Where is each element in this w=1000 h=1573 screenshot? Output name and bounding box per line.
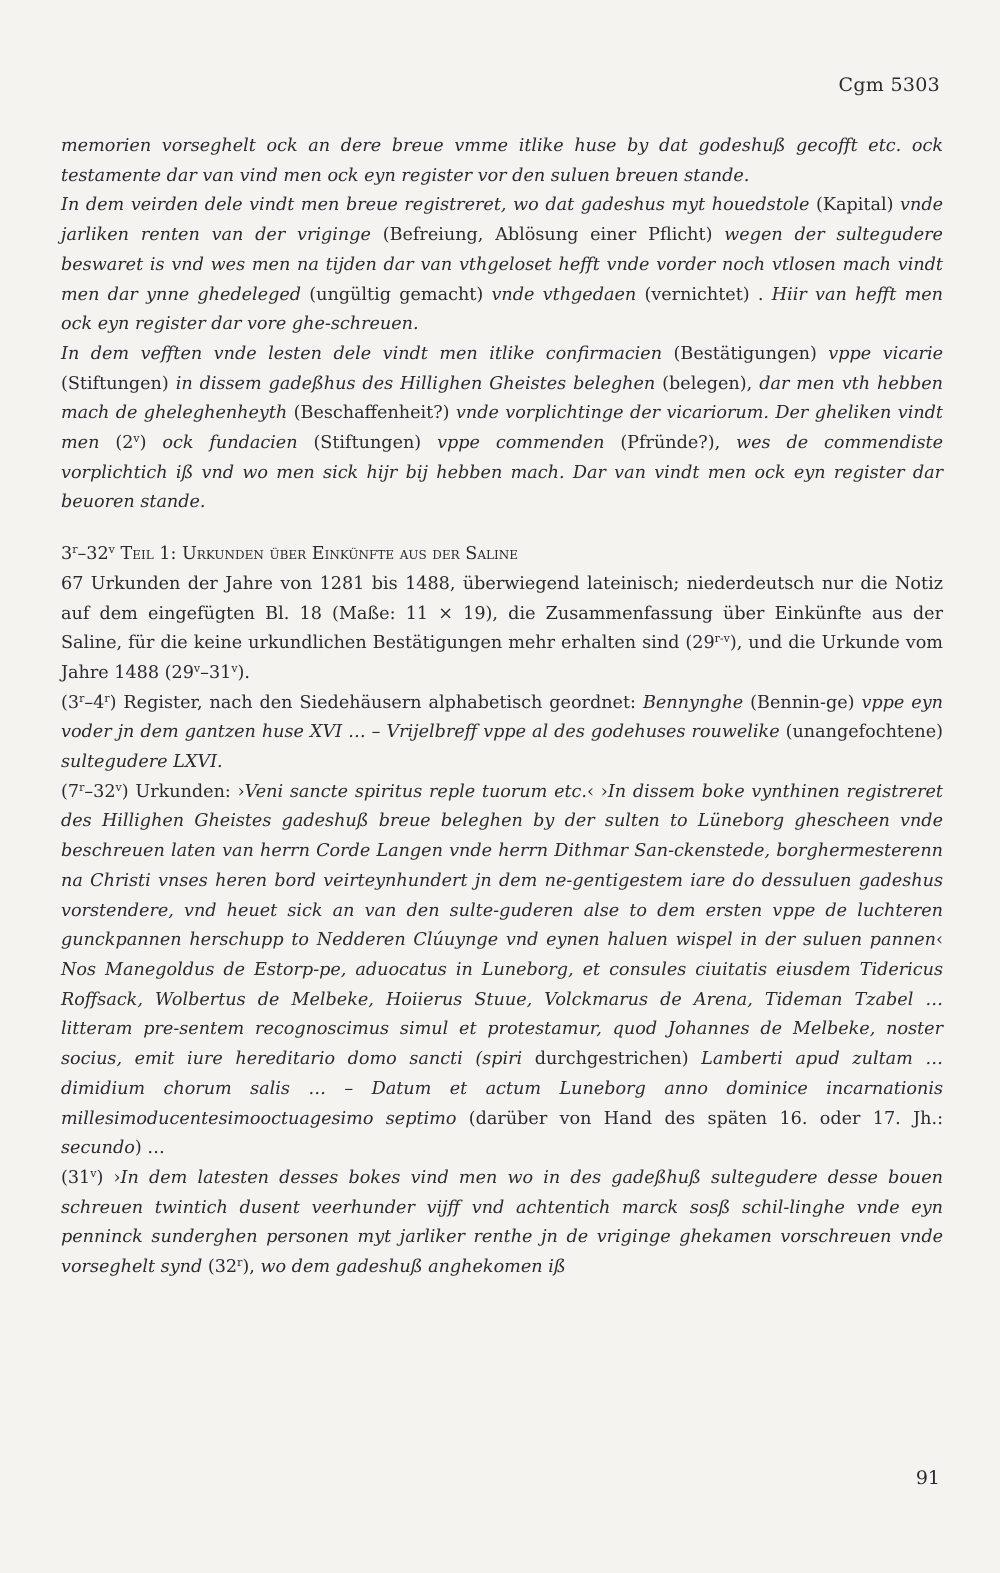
folio-superscript: r (237, 1256, 243, 1270)
quoted-source-text: vnde vthgedaen (491, 284, 637, 305)
memorien-paragraph (61, 132, 943, 191)
commentary-text: (Beschaffenheit?) (287, 403, 456, 424)
quoted-source-text: In dissem boke vynthinen registreret des Hillighen Gheistes gadeshuß breue beleghen by der sulten to Lüneborg ghescheen vnde beschreuen laten van herrn Corde Langen vnde herrn Dithmar San-ckenstede, borghermesterenn na Christi vnses heren bord veirteynhundert jn dem ne-gentigestem iare do dessuluen gadeshus vorstendere, vnd heuet sick an van den sulte-guderen alse to dem ersten vppe de luchteren gunckpannen herschupp to Nedderen Clúuynge vnd eynen haluen wispel in der suluen pannen (61, 781, 943, 951)
folio-superscript: v (193, 661, 201, 675)
commentary-text: (31 (61, 1167, 91, 1188)
quoted-source-text: In dem latesten desses bokes vind men wo in des gadeßhuß sultegudere desse bouen schreuen twintich dusent veerhunder vijff vnd achtentich marck sosß schil-linghe vnde eyn penninck sunderghen personen myt jarliker renthe jn de vriginge ghekamen vorschreuen vnde vorseghelt synd (61, 1167, 943, 1278)
commentary-text: ). (237, 662, 251, 683)
body-text (61, 132, 943, 1283)
commentary-text: –32 (84, 781, 116, 802)
folio-superscript: r (72, 543, 78, 557)
commentary-text: (7 (61, 781, 80, 802)
commentary-text: (Stiftungen) (297, 433, 438, 454)
folio-superscript: v (90, 1166, 97, 1180)
page-number: 91 (915, 1467, 940, 1489)
commentary-text: ) … (134, 1138, 165, 1159)
commentary-text: –4 (84, 692, 105, 713)
commentary-text: (unangefochtene) (779, 722, 944, 743)
commentary-text: (Bestätigungen) (662, 343, 829, 364)
commentary-text: (Befreiung, Ablösung einer Pflicht) (370, 225, 725, 246)
commentary-text: (vernichtet) . (636, 284, 772, 305)
folio-superscript: r (79, 780, 85, 794)
commentary-text: (2 (99, 433, 134, 454)
latesten-paragraph (61, 1164, 943, 1283)
commentary-text: (Kapital) (809, 195, 901, 216)
folio-superscript: v (115, 780, 122, 794)
section-heading-teil-1 (61, 540, 943, 570)
quoted-source-text: Bennynghe (642, 692, 744, 713)
quoted-source-text: In dem vefften vnde lesten dele vindt men itlike confirmacien (61, 343, 663, 364)
quoted-source-text: wes de commendiste vorplichtich iß vnd wo men sick hijr bij hebben mach. Dar van vindt men ock eyn register dar beuoren stande. (61, 433, 943, 513)
quoted-source-text: memorien vorseghelt ock an dere breue vmme itlike huse by dat godeshuß gecofft etc. ock testamente dar van vind men ock eyn register vor den suluen breuen stande. (61, 136, 943, 186)
folio-superscript: v (133, 432, 140, 446)
quoted-source-text: dar men vth hebben mach de gheleghenheyth (61, 373, 943, 424)
commentary-text: (ungültig gemacht) (301, 284, 492, 305)
quoted-source-text: Nos Manegoldus de Estorp-pe, aduocatus in Luneborg, et consules ciuitatis eiusdem Tidericus Roffsack, Wolbertus de Melbeke, Hoiierus Stuue, Volckmarus de Arena, Tideman Tzabel … litteram pre-sentem recognoscimus simul et protestamur, quod Johannes de Melbeke, noster socius, emit iure hereditario domo sancti (spiri (61, 959, 943, 1070)
commentary-text: –31 (200, 662, 232, 683)
quoted-source-text: vppe vicarie (828, 343, 944, 364)
commentary-text: 3 (61, 544, 73, 565)
quoted-source-text: secundo (61, 1138, 135, 1159)
urkunden-summary-paragraph (61, 570, 943, 689)
folio-superscript: r (79, 691, 85, 705)
quoted-source-text: Lamberti apud zultam … dimidium chorum salis … – Datum et actum Luneborg anno dominice incarnationis millesimoducentesimooctuagesimo septimo (61, 1049, 943, 1129)
commentary-text: ), und die Urkunde vom Jahre 1488 (29 (61, 633, 943, 683)
folio-superscript: r (104, 691, 110, 705)
quoted-source-text: vppe commenden (437, 433, 605, 454)
quoted-source-text: wegen der sultegudere beswaret is vnd wes men na tijden dar van vthgeloset hefft vnde vorder noch vtlosen mach vindt men dar ynne ghedeleged (61, 225, 943, 305)
quoted-source-text: vppe eyn voder jn dem gantzen huse XVI … – Vrijelbreff vppe al des godehuses rouwelike (61, 692, 943, 743)
folio-superscript: v (231, 661, 238, 675)
commentary-text: ) Urkunden: › (121, 781, 245, 802)
folio-superscript: r-v (714, 632, 730, 646)
quoted-source-text: vnde jarliken renten van der vriginge (61, 195, 943, 246)
commentary-text: ‹ › (587, 781, 608, 802)
quoted-source-text: In dem veirden dele vindt men breue registreret, wo dat gadeshus myt houedstole (61, 195, 810, 216)
commentary-text: ), (242, 1257, 261, 1278)
commentary-text: (32 (202, 1257, 238, 1278)
quoted-source-text: ock fundacien (162, 433, 298, 454)
quoted-source-text: wo dem gadeshuß anghekomen iß (260, 1257, 566, 1278)
commentary-text: ) (139, 433, 163, 454)
urkunden-paragraph (61, 778, 943, 1164)
commentary-text: (Bennin-ge) (743, 692, 862, 713)
veirden-dele-paragraph (61, 191, 943, 340)
commentary-text: ) › (96, 1167, 121, 1188)
quoted-source-text: Hiir van hefft men ock eyn register dar vore ghe-schreuen. (61, 284, 943, 335)
commentary-text: (Stiftungen) (61, 373, 176, 394)
commentary-text: (Pfründe?), (604, 433, 737, 454)
commentary-text: Teil 1: Urkunden über Einkünfte aus der Saline (120, 544, 518, 565)
commentary-text: durchgestrichen) (522, 1049, 702, 1070)
register-paragraph (61, 689, 943, 778)
commentary-text: (darüber von Hand des späten 16. oder 17. Jh.: (456, 1108, 943, 1129)
quoted-source-text: in dissem gadeßhus des Hillighen Gheistes beleghen (175, 373, 656, 394)
commentary-text: (belegen), (655, 373, 760, 394)
commentary-text: –32 (77, 544, 109, 565)
folio-superscript: v (108, 543, 115, 557)
commentary-text: ‹ (935, 930, 943, 951)
commentary-text: ) Register, nach den Siedehäusern alphabetisch geordnet: (109, 692, 643, 713)
quoted-source-text: sultegudere LXVI. (61, 752, 223, 773)
vefften-dele-paragraph (61, 340, 943, 518)
quoted-source-text: Veni sancte spiritus reple tuorum etc. (244, 781, 587, 802)
commentary-text: 67 Urkunden der Jahre von 1281 bis 1488, überwiegend lateinisch; niederdeutsch nur die Notiz auf dem eingefügten Bl. 18 (Maße: 11 × 19), die Zusammenfassung über Einkünfte aus der Saline, für die keine urkundlichen Bestätigungen mehr erhalten sind (29 (61, 573, 943, 654)
quoted-source-text: vnde vorplichtinge der vicariorum. Der gheliken vindt men (61, 403, 943, 454)
running-title: Cgm 5303 (838, 74, 940, 96)
commentary-text: (3 (61, 692, 80, 713)
